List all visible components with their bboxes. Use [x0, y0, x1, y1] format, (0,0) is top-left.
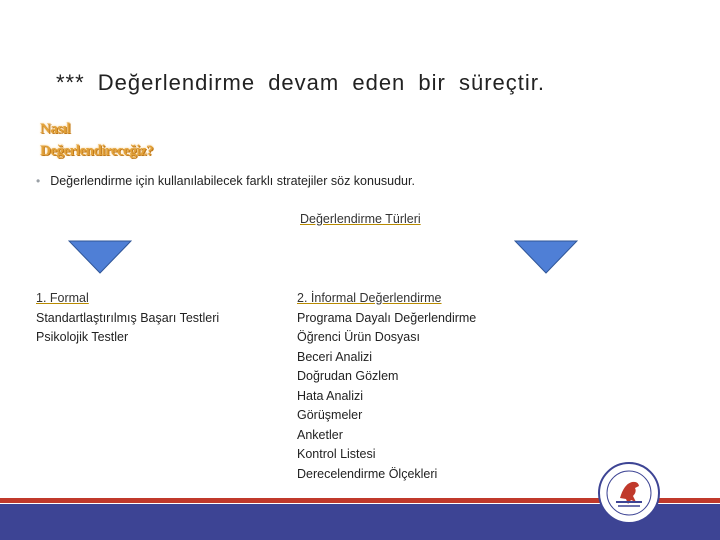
down-arrow-icon [68, 240, 132, 274]
list-item: Doğrudan Gözlem [297, 369, 399, 383]
list-item: Beceri Analizi [297, 349, 373, 364]
headline: *** Değerlendirme devam eden bir süreçtir. [56, 70, 545, 95]
bullet-marker: • [36, 174, 41, 188]
list-item: Hata Analizi [297, 388, 364, 403]
down-arrow-icon [514, 240, 578, 274]
list-item: Kontrol Listesi [297, 447, 376, 461]
informal-column [297, 289, 476, 484]
list-item: Derecelendirme Ölçekleri [297, 466, 438, 481]
subtitle [40, 118, 153, 162]
formal-heading: 1. Formal [36, 291, 89, 305]
university-logo [598, 462, 660, 524]
list-item: Standartlaştırılmış Başarı Testleri [36, 310, 220, 325]
list-item: Anketler [297, 427, 343, 442]
list-item: Görüşmeler [297, 408, 363, 422]
subtitle-line-1: Nasıl [40, 121, 71, 137]
types-title: Değerlendirme Türleri [300, 212, 421, 226]
list-item: Psikolojik Testler [36, 330, 129, 344]
bullet-text: Değerlendirme için kullanılabilecek farklı stratejiler söz konusudur. [50, 174, 415, 188]
formal-column [36, 289, 219, 348]
list-item: Öğrenci Ürün Dosyası [297, 330, 420, 344]
bullet-item [36, 174, 415, 188]
subtitle-line-2: Değerlendireceğiz? [40, 143, 154, 159]
informal-heading: 2. İnformal Değerlendirme [297, 291, 442, 305]
list-item: Programa Dayalı Değerlendirme [297, 310, 477, 325]
